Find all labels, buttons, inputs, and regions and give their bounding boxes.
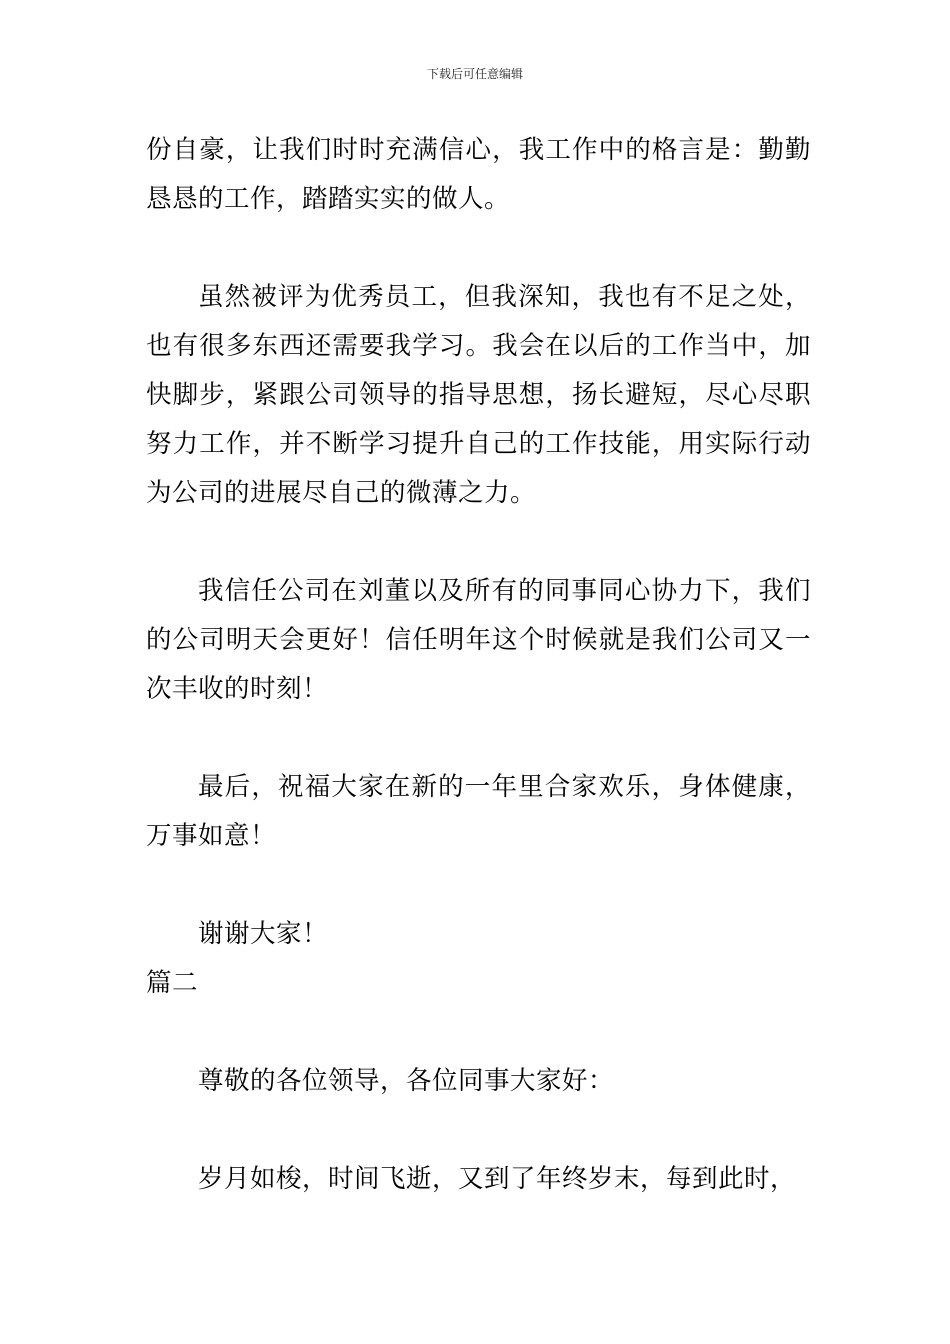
paragraph-company-future: 我信任公司在刘董以及所有的同事同心协力下，我们的公司明天会更好！信任明年这个时候就是我们公司又一次丰收的时刻！ (146, 576, 811, 704)
paragraph-thanks: 谢谢大家！ (198, 919, 329, 949)
section-heading-part-two: 篇二 (146, 968, 199, 998)
paragraph-self-improvement: 虽然被评为优秀员工，但我深知，我也有不足之处，也有很多东西还需要我学习。我会在以后的工作当中，加快脚步，紧跟公司领导的指导思想，扬长避短，尽心尽职努力工作，并不断学习提升自己的工作技能，用实际行动为公司的进展尽自己的微薄之力。 (146, 282, 811, 508)
document-body (146, 126, 811, 1204)
page-header-note: 下载后可任意编辑 (426, 67, 523, 81)
paragraph-continuation: 份自豪，让我们时时充满信心，我工作中的格言是：勤勤恳恳的工作，踏踏实实的做人。 (146, 135, 811, 214)
paragraph-blessing: 最后，祝福大家在新的一年里合家欢乐，身体健康，万事如意！ (146, 772, 811, 851)
paragraph-opening: 岁月如梭，时间飞逝，又到了年终岁末，每到此时， (198, 1164, 797, 1194)
paragraph-greeting: 尊敬的各位领导，各位同事大家好： (198, 1066, 615, 1096)
